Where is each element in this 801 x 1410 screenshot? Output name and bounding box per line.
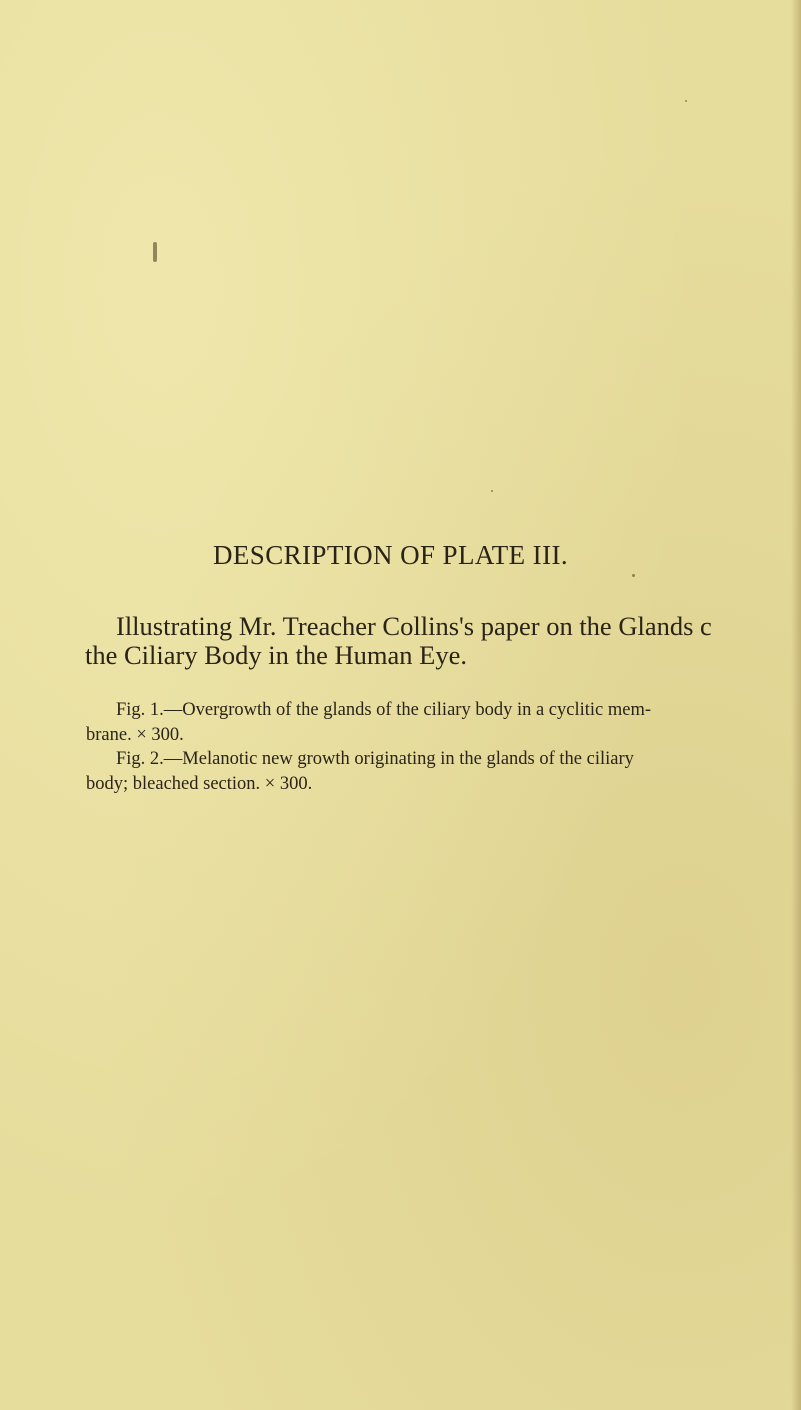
figure-1-line: Fig. 1.—Overgrowth of the glands of the ciliary body in a cyclitic mem- (116, 700, 652, 720)
figure-2-line: Fig. 2.—Melanotic new growth originating in the glands of the ciliary (116, 749, 634, 769)
paper-speck (491, 490, 493, 492)
intro-line: the Ciliary Body in the Human Eye. (85, 640, 467, 670)
intro-paragraph (85, 611, 712, 670)
paper-speck (632, 574, 635, 577)
figure-2-line: body; bleached section. × 300. (86, 773, 313, 794)
plate-heading: DESCRIPTION OF PLATE III. (213, 540, 569, 570)
ink-blot (153, 242, 157, 262)
figure-1-line: brane. × 300. (86, 724, 184, 745)
intro-line: Illustrating Mr. Treacher Collins's paper on the Glands c (116, 611, 712, 641)
paper-speck (685, 100, 687, 102)
page-edge-shadow (791, 0, 801, 1410)
figure-descriptions (86, 698, 746, 796)
